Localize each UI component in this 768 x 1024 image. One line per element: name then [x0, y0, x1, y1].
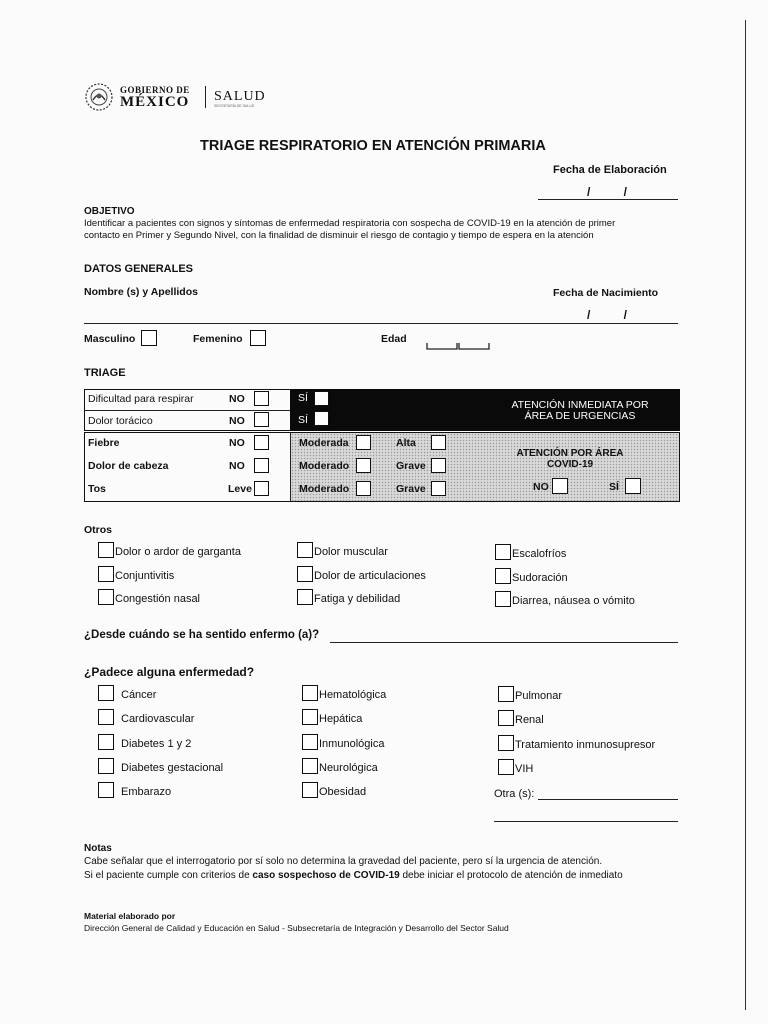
tos-label: Tos	[88, 483, 106, 495]
enfermedad-heading: ¿Padece alguna enfermedad?	[84, 665, 255, 679]
dificultad-si-checkbox[interactable]	[314, 391, 329, 406]
enf-col3-checkbox-4[interactable]	[498, 759, 514, 775]
desde-cuando-label: ¿Desde cuándo se ha sentido enfermo (a)?	[84, 629, 320, 641]
enf-col1-label-3: Diabetes 1 y 2	[121, 738, 192, 750]
enf-col1-checkbox-1[interactable]	[98, 685, 114, 701]
material-line: Dirección General de Calidad y Educación en Salud - Subsecretaría de Integración y Desarrollo del Sector Salud	[84, 923, 509, 933]
enf-col1-checkbox-3[interactable]	[98, 734, 114, 750]
page-title: TRIAGE RESPIRATORIO EN ATENCIÓN PRIMARIA	[200, 138, 546, 154]
dolor-cabeza-grave-checkbox[interactable]	[431, 458, 446, 473]
enf-col1-label-1: Cáncer	[121, 689, 157, 701]
tos-leve-checkbox[interactable]	[254, 481, 269, 496]
otros-col2-label-3: Fatiga y debilidad	[314, 593, 401, 605]
tos-moderado-checkbox[interactable]	[356, 481, 371, 496]
enf-col3-label-3: Tratamiento inmunosupresor	[515, 739, 656, 751]
enf-col1-label-4: Diabetes gestacional	[121, 762, 224, 774]
covid-no-label: NO	[533, 481, 549, 493]
atencion-covid-line2: COVID-19	[546, 459, 594, 470]
fecha-nacimiento-separators: / /	[587, 308, 628, 322]
enf-col2-checkbox-3[interactable]	[302, 734, 318, 750]
enf-col2-checkbox-4[interactable]	[302, 758, 318, 774]
notas-line2	[84, 870, 623, 881]
dolor-toracico-si-checkbox[interactable]	[314, 411, 329, 426]
fiebre-moderada-label: Moderada	[299, 437, 349, 449]
fecha-elaboracion-separators: / /	[587, 185, 628, 199]
otros-col1-checkbox-2[interactable]	[98, 566, 114, 582]
otros-col2-checkbox-1[interactable]	[297, 542, 313, 558]
notas-line1: Cabe señalar que el interrogatorio por sí solo no determina la gravedad del paciente, pero sí la urgencia de atención.	[84, 856, 603, 867]
atencion-inmediata-text	[480, 400, 680, 422]
otros-col1-label-2: Conjuntivitis	[115, 570, 175, 582]
enf-col2-label-3: Inmunológica	[319, 738, 385, 750]
otros-col1-label-1: Dolor o ardor de garganta	[115, 546, 241, 558]
objetivo-heading: OBJETIVO	[84, 206, 135, 217]
fiebre-alta-label: Alta	[396, 437, 416, 449]
otros-col2-label-2: Dolor de articulaciones	[314, 570, 426, 582]
otros-col3-checkbox-1[interactable]	[495, 544, 511, 560]
triage-top-divider	[84, 410, 290, 411]
enf-col1-label-5: Embarazo	[121, 786, 172, 798]
tos-grave-checkbox[interactable]	[431, 481, 446, 496]
enf-col2-checkbox-1[interactable]	[302, 685, 318, 701]
otros-col3-checkbox-3[interactable]	[495, 591, 511, 607]
covid-si-label: SÍ	[609, 481, 619, 493]
triage-mid-divider	[290, 432, 291, 502]
enf-col1-checkbox-4[interactable]	[98, 758, 114, 774]
fiebre-moderada-checkbox[interactable]	[356, 435, 371, 450]
otros-col3-label-1: Escalofríos	[512, 548, 567, 560]
femenino-checkbox[interactable]	[250, 330, 266, 346]
fecha-elaboracion-field[interactable]	[538, 199, 678, 200]
gov-line1: GOBIERNO DE	[120, 85, 190, 95]
dolor-cabeza-no-label: NO	[229, 460, 245, 472]
femenino-label: Femenino	[193, 333, 243, 345]
dificultad-no-label: NO	[229, 393, 245, 405]
dolor-toracico-si-label: SÍ	[298, 414, 308, 426]
enf-col2-label-5: Obesidad	[319, 786, 367, 798]
otra-field-1[interactable]	[538, 799, 678, 800]
dolor-toracico-label: Dolor torácico	[88, 415, 153, 427]
gov-seal-logo	[84, 82, 114, 112]
objetivo-line2: contacto en Primer y Segundo Nivel, con la finalidad de disminuir el riesgo de contagio y tiempo de espera en la atención	[84, 230, 594, 241]
scan-edge-line	[745, 20, 746, 1010]
atencion-covid-line1: ATENCIÓN POR ÁREA	[516, 448, 624, 459]
dolor-cabeza-no-checkbox[interactable]	[254, 458, 269, 473]
header-divider	[205, 86, 206, 108]
otros-col1-checkbox-1[interactable]	[98, 542, 114, 558]
nombre-label: Nombre (s) y Apellidos	[84, 286, 198, 298]
dificultad-si-label: SÍ	[298, 392, 308, 404]
otros-col3-label-3: Diarrea, náusea o vómito	[512, 595, 635, 607]
material-heading: Material elaborado por	[84, 911, 176, 921]
enf-col2-label-2: Hepática	[319, 713, 363, 725]
dificultad-label: Dificultad para respirar	[88, 393, 194, 405]
dolor-cabeza-label: Dolor de cabeza	[88, 460, 169, 472]
otra-field-2[interactable]	[494, 821, 678, 822]
fecha-nacimiento-label: Fecha de Nacimiento	[553, 287, 659, 299]
dolor-toracico-no-label: NO	[229, 415, 245, 427]
enf-col2-label-1: Hematológica	[319, 689, 387, 701]
edad-field[interactable]	[426, 338, 490, 346]
fiebre-alta-checkbox[interactable]	[431, 435, 446, 450]
notas-line2-c: debe iniciar el protocolo de atención de inmediato	[399, 870, 623, 881]
otros-col2-label-1: Dolor muscular	[314, 546, 388, 558]
otros-col2-checkbox-2[interactable]	[297, 566, 313, 582]
fiebre-no-checkbox[interactable]	[254, 435, 269, 450]
otros-col1-checkbox-3[interactable]	[98, 589, 114, 605]
atencion-inmediata-line2: ÁREA DE URGENCIAS	[524, 410, 636, 422]
atencion-inmediata-line1: ATENCIÓN INMEDIATA POR	[511, 399, 649, 411]
notas-line2-a: Si el paciente cumple con criterios de	[84, 870, 253, 881]
dolor-cabeza-grave-label: Grave	[396, 460, 426, 472]
objetivo-line1: Identificar a pacientes con signos y síntomas de enfermedad respiratoria con sospecha de COVID-19 en la atención de primer	[84, 218, 616, 229]
enf-col1-checkbox-2[interactable]	[98, 709, 114, 725]
salud-logo-text: SALUD	[214, 89, 266, 104]
dolor-cabeza-moderado-checkbox[interactable]	[356, 458, 371, 473]
notas-line2-b: caso sospechoso de COVID-19	[252, 870, 400, 881]
otros-col1-label-3: Congestión nasal	[115, 593, 201, 605]
tos-moderado-label: Moderado	[299, 483, 350, 495]
enf-col3-checkbox-2[interactable]	[498, 710, 514, 726]
enf-col3-label-1: Pulmonar	[515, 690, 563, 702]
enf-col3-label-2: Renal	[515, 714, 544, 726]
triage-heading: TRIAGE	[84, 367, 126, 379]
masculino-checkbox[interactable]	[141, 330, 157, 346]
datos-heading: DATOS GENERALES	[84, 263, 193, 275]
otros-col2-checkbox-3[interactable]	[297, 589, 313, 605]
otros-col3-checkbox-2[interactable]	[495, 568, 511, 584]
fecha-elaboracion-label: Fecha de Elaboración	[553, 164, 667, 176]
enf-col3-checkbox-1[interactable]	[498, 686, 514, 702]
enf-col3-checkbox-3[interactable]	[498, 735, 514, 751]
dolor-toracico-no-checkbox[interactable]	[254, 412, 269, 427]
tos-leve-label: Leve	[228, 483, 252, 495]
atencion-covid-text	[500, 448, 640, 470]
enf-col3-label-4: VIH	[515, 763, 534, 775]
otros-heading: Otros	[84, 524, 113, 536]
dolor-cabeza-moderado-label: Moderado	[299, 460, 350, 472]
nombre-field[interactable]	[84, 323, 678, 324]
masculino-label: Masculino	[84, 333, 136, 345]
enf-col2-label-4: Neurológica	[319, 762, 378, 774]
fiebre-label: Fiebre	[88, 437, 120, 449]
enf-col2-checkbox-5[interactable]	[302, 782, 318, 798]
covid-si-checkbox[interactable]	[625, 478, 641, 494]
enf-col1-label-2: Cardiovascular	[121, 713, 195, 725]
salud-subtitle: SECRETARÍA DE SALUD	[214, 104, 255, 108]
edad-label: Edad	[381, 333, 407, 345]
enf-col1-checkbox-5[interactable]	[98, 782, 114, 798]
fiebre-no-label: NO	[229, 437, 245, 449]
tos-grave-label: Grave	[396, 483, 426, 495]
notas-heading: Notas	[84, 843, 112, 854]
desde-cuando-field[interactable]	[330, 642, 678, 643]
gov-line2: MÉXICO	[120, 94, 190, 110]
otra-label: Otra (s):	[494, 788, 535, 800]
dificultad-no-checkbox[interactable]	[254, 391, 269, 406]
enf-col2-checkbox-2[interactable]	[302, 709, 318, 725]
covid-no-checkbox[interactable]	[552, 478, 568, 494]
otros-col3-label-2: Sudoración	[512, 572, 568, 584]
